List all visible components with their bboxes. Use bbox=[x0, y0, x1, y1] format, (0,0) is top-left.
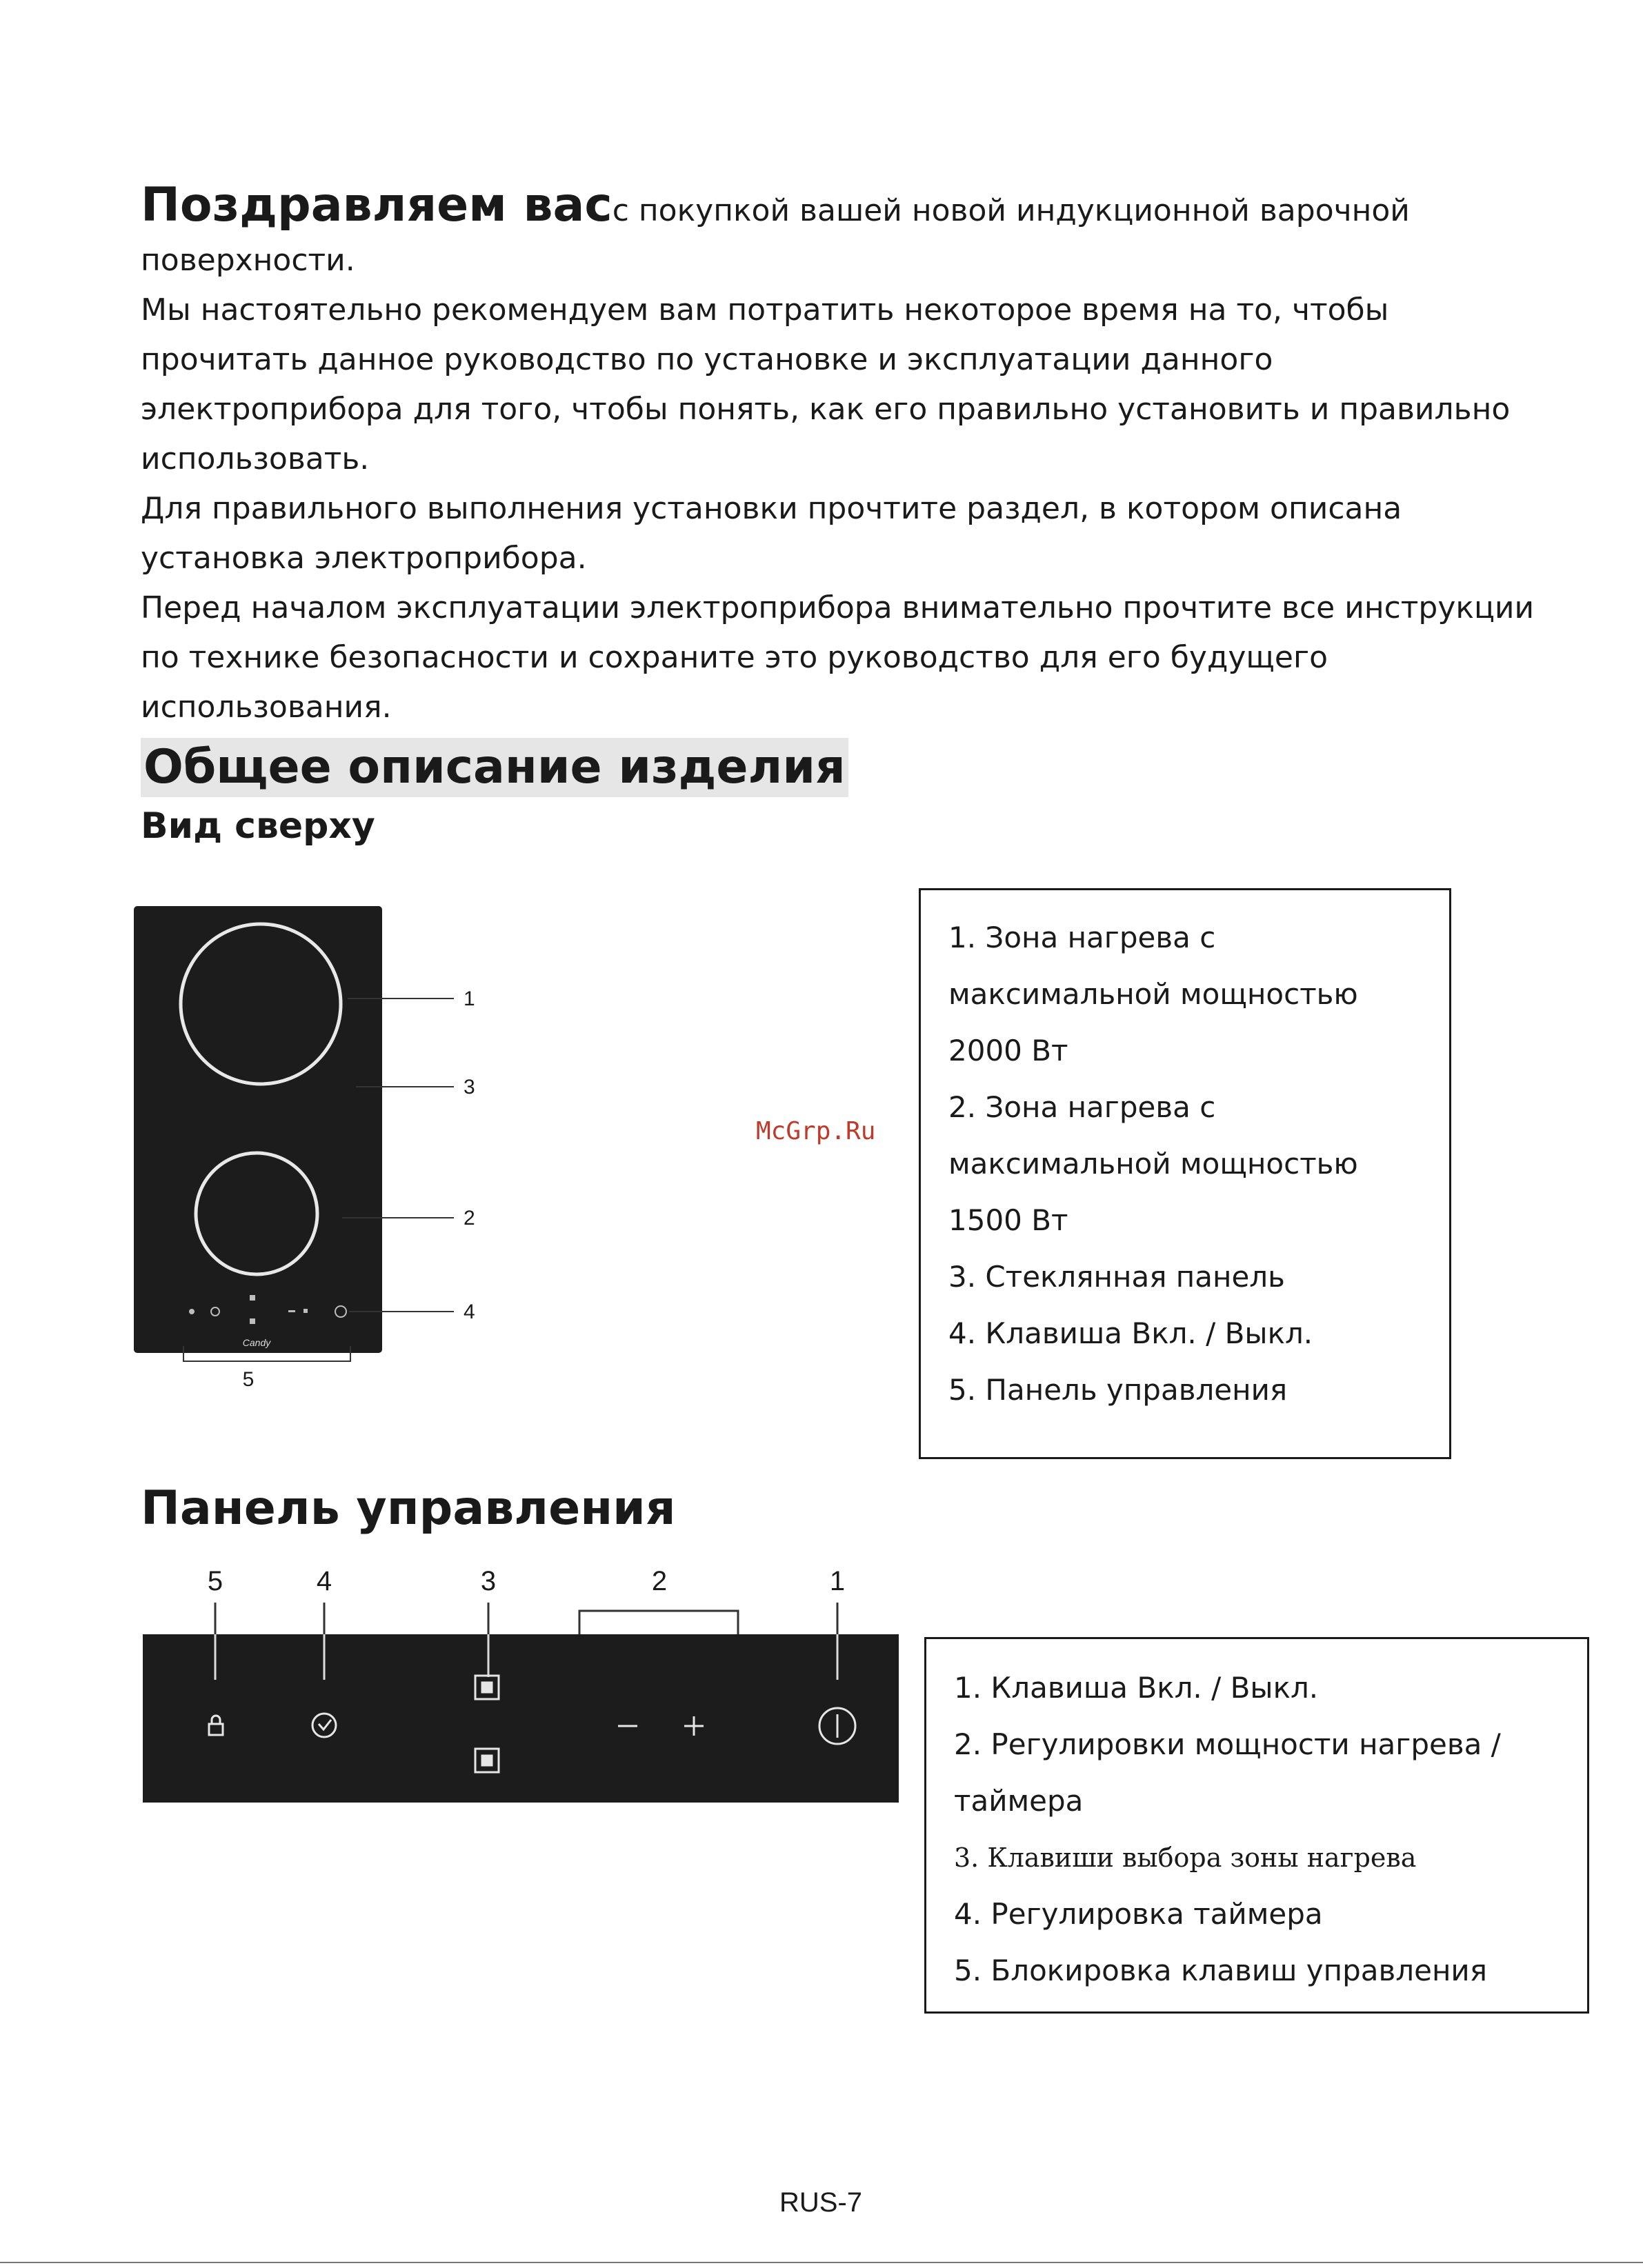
callout-3: 3 bbox=[464, 1076, 475, 1098]
callout-5: 5 bbox=[242, 1368, 255, 1391]
callout-2: 2 bbox=[464, 1207, 475, 1230]
intro-paragraph-3: Для правильного выполнения установки прочтите раздел, в котором описана установка электроприбора. bbox=[141, 491, 1402, 576]
panel-callout-3: 3 bbox=[480, 1566, 497, 1596]
panel-callout-5: 5 bbox=[207, 1566, 223, 1596]
intro-paragraph-4: Перед началом эксплуатации электроприбора внимательно прочтите все инструкции по технике безопасности и сохраните это руководство для его будущего использования. bbox=[141, 590, 1535, 725]
legend-item: 2. Зона нагрева с максимальной мощностью 1500 Вт bbox=[948, 1090, 1358, 1237]
panel-callout-lines bbox=[215, 1603, 837, 1634]
page-number: RUS-7 bbox=[779, 2187, 863, 2218]
legend-item: 1. Клавиша Вкл. / Выкл. bbox=[954, 1671, 1319, 1705]
control-panel-legend-list bbox=[954, 1660, 1560, 1999]
top-view-legend-box bbox=[919, 888, 1451, 1459]
hob-brand-logo: Candy bbox=[242, 1337, 271, 1348]
legend-item: 3. Клавиши выбора зоны нагрева bbox=[954, 1843, 1417, 1873]
intro-paragraph-2: Мы настоятельно рекомендуем вам потратить некоторое время на то, чтобы прочитать данное руководство по установке и эксплуатации данного электроприбора для того, чтобы понять, как его правильно установить и правильно использовать. bbox=[141, 292, 1511, 476]
intro-lead-bold: Поздравляем вас bbox=[141, 178, 613, 232]
legend-item: 4. Регулировка таймера bbox=[954, 1897, 1323, 1931]
panel-callout-2: 2 bbox=[651, 1566, 668, 1596]
control-panel-heading: Панель управления bbox=[141, 1481, 676, 1536]
callout-1: 1 bbox=[464, 987, 475, 1010]
watermark: McGrp.Ru bbox=[756, 1117, 876, 1145]
intro-text bbox=[141, 178, 1541, 732]
legend-item: 5. Блокировка клавиш управления bbox=[954, 1954, 1487, 1987]
callout-4: 4 bbox=[464, 1301, 475, 1323]
legend-item: 3. Стеклянная панель bbox=[948, 1260, 1285, 1294]
hob-top-view-diagram bbox=[124, 896, 510, 1400]
intro-lead-rest: с покупкой вашей новой индукционной варочной поверхности. bbox=[141, 193, 1410, 278]
bottom-divider bbox=[0, 2262, 1643, 2263]
general-description-heading: Общее описание изделия bbox=[141, 738, 848, 797]
control-panel-diagram bbox=[138, 1558, 904, 1807]
hob-glass-panel bbox=[134, 906, 382, 1353]
control-panel-legend-box bbox=[924, 1637, 1589, 2014]
intro-lead bbox=[141, 178, 1541, 285]
panel-callout-4: 4 bbox=[316, 1566, 332, 1596]
control-panel-strip bbox=[143, 1634, 899, 1803]
legend-item: 2. Регулировки мощности нагрева / таймера bbox=[954, 1727, 1501, 1818]
legend-item: 1. Зона нагрева с максимальной мощностью 2000 Вт bbox=[948, 921, 1358, 1067]
panel-callout-1: 1 bbox=[829, 1566, 846, 1596]
legend-item: 5. Панель управления bbox=[948, 1373, 1288, 1407]
top-view-legend-list bbox=[948, 910, 1422, 1418]
top-view-heading: Вид сверху bbox=[141, 805, 375, 847]
legend-item: 4. Клавиша Вкл. / Выкл. bbox=[948, 1316, 1313, 1350]
